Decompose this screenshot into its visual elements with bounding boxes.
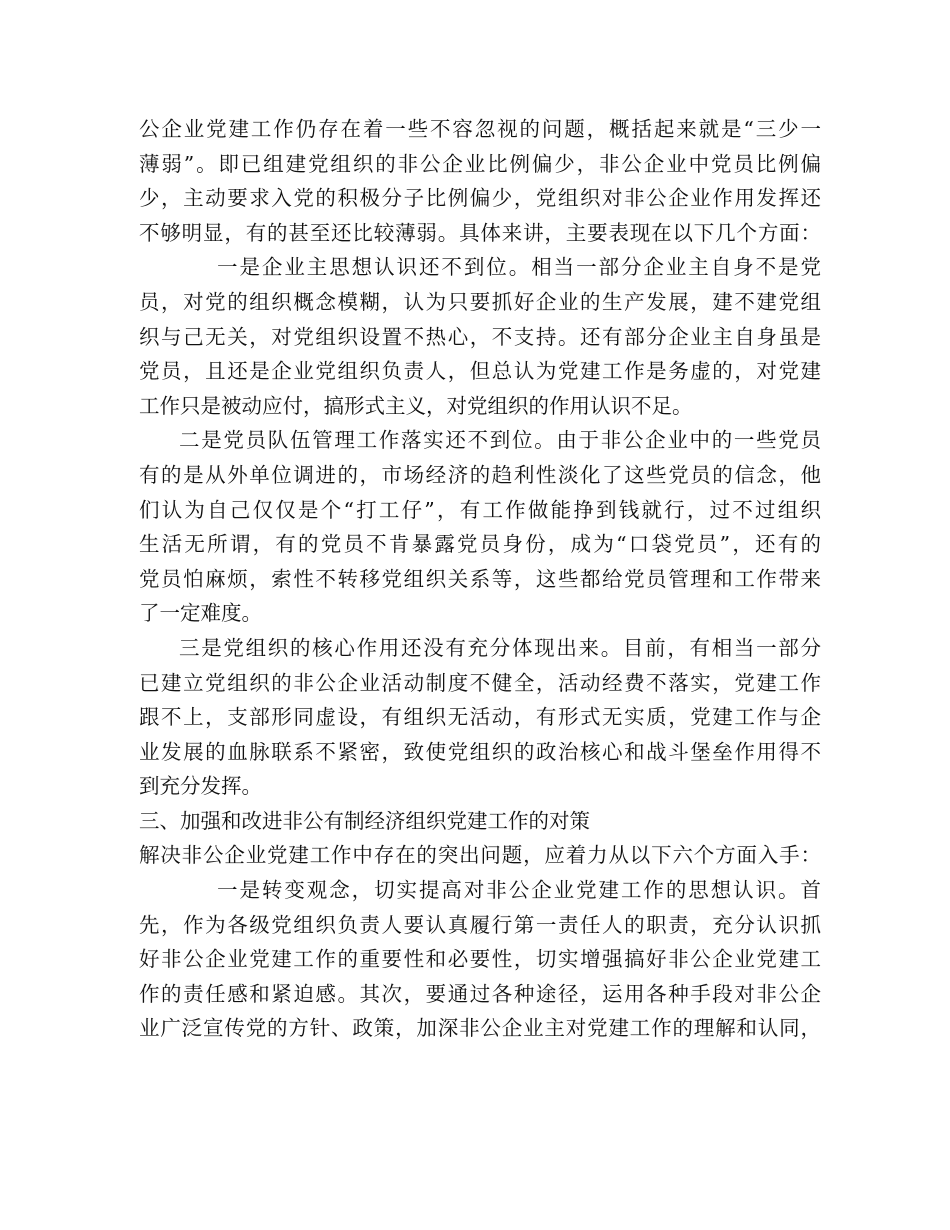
text-line: 生活无所谓，有的党员不肯暴露党员身份，成为“口袋党员”，还有的 [139, 532, 821, 557]
text-line: 公企业党建工作仍存在着一些不容忽视的问题，概括起来就是“三少一 [139, 117, 821, 141]
text-line: 了一定难度。 [139, 601, 262, 626]
paragraph-start-line: 二是党员队伍管理工作落实还不到位。由于非公企业中的一些党员 [179, 428, 821, 453]
text-line: 有的是从外单位调进的，市场经济的趋利性淡化了这些党员的信念，他 [139, 462, 821, 487]
text-line: 少，主动要求入党的积极分子比例偏少，党组织对非公企业作用发挥还 [139, 186, 821, 211]
text-line: 业广泛宣传党的方针、政策，加深非公企业主对党建工作的理解和认同， [139, 1016, 821, 1041]
text-line: 好非公企业党建工作的重要性和必要性，切实增强搞好非公企业党建工 [139, 947, 821, 972]
text-line: 们认为自己仅仅是个“打工仔”，有工作做能挣到钱就行，过不过组织 [139, 497, 821, 522]
text-line: 已建立党组织的非公企业活动制度不健全，活动经费不落实，党建工作 [139, 670, 821, 695]
text-line: 员，对党的组织概念模糊，认为只要抓好企业的生产发展，建不建党组 [139, 289, 821, 314]
paragraph-start-line: 三是党组织的核心作用还没有充分体现出来。目前，有相当一部分 [179, 635, 821, 660]
paragraph-start-line: 一是转变观念，切实提高对非公企业党建工作的思想认识。首 [217, 878, 821, 903]
text-line: 作的责任感和紧迫感。其次，要通过各种途径，运用各种手段对非公企 [139, 981, 821, 1006]
section-heading: 三、加强和改进非公有制经济组织党建工作的对策 [139, 808, 590, 833]
text-line: 先，作为各级党组织负责人要认真履行第一责任人的职责，充分认识抓 [139, 912, 821, 937]
text-line: 解决非公企业党建工作中存在的突出问题，应着力从以下六个方面入手： [139, 843, 821, 868]
text-line: 织与己无关，对党组织设置不热心，不支持。还有部分企业主自身虽是 [139, 324, 821, 349]
text-line: 工作只是被动应付，搞形式主义，对党组织的作用认识不足。 [139, 393, 693, 418]
document-body [139, 112, 821, 1046]
paragraph-start-line: 一是企业主思想认识还不到位。相当一部分企业主自身不是党 [217, 255, 821, 280]
text-line: 党员，且还是企业党组织负责人，但总认为党建工作是务虚的，对党建 [139, 359, 821, 384]
text-line: 党员怕麻烦，索性不转移党组织关系等，这些都给党员管理和工作带来 [139, 566, 821, 591]
text-line: 业发展的血脉联系不紧密，致使党组织的政治核心和战斗堡垒作用得不 [139, 739, 821, 764]
text-line: 到充分发挥。 [139, 774, 262, 799]
text-line: 不够明显，有的甚至还比较薄弱。具体来讲，主要表现在以下几个方面： [139, 220, 821, 245]
text-line: 薄弱”。即已组建党组织的非公企业比例偏少，非公企业中党员比例偏 [139, 151, 821, 176]
text-line: 跟不上，支部形同虚设，有组织无活动，有形式无实质，党建工作与企 [139, 705, 821, 730]
